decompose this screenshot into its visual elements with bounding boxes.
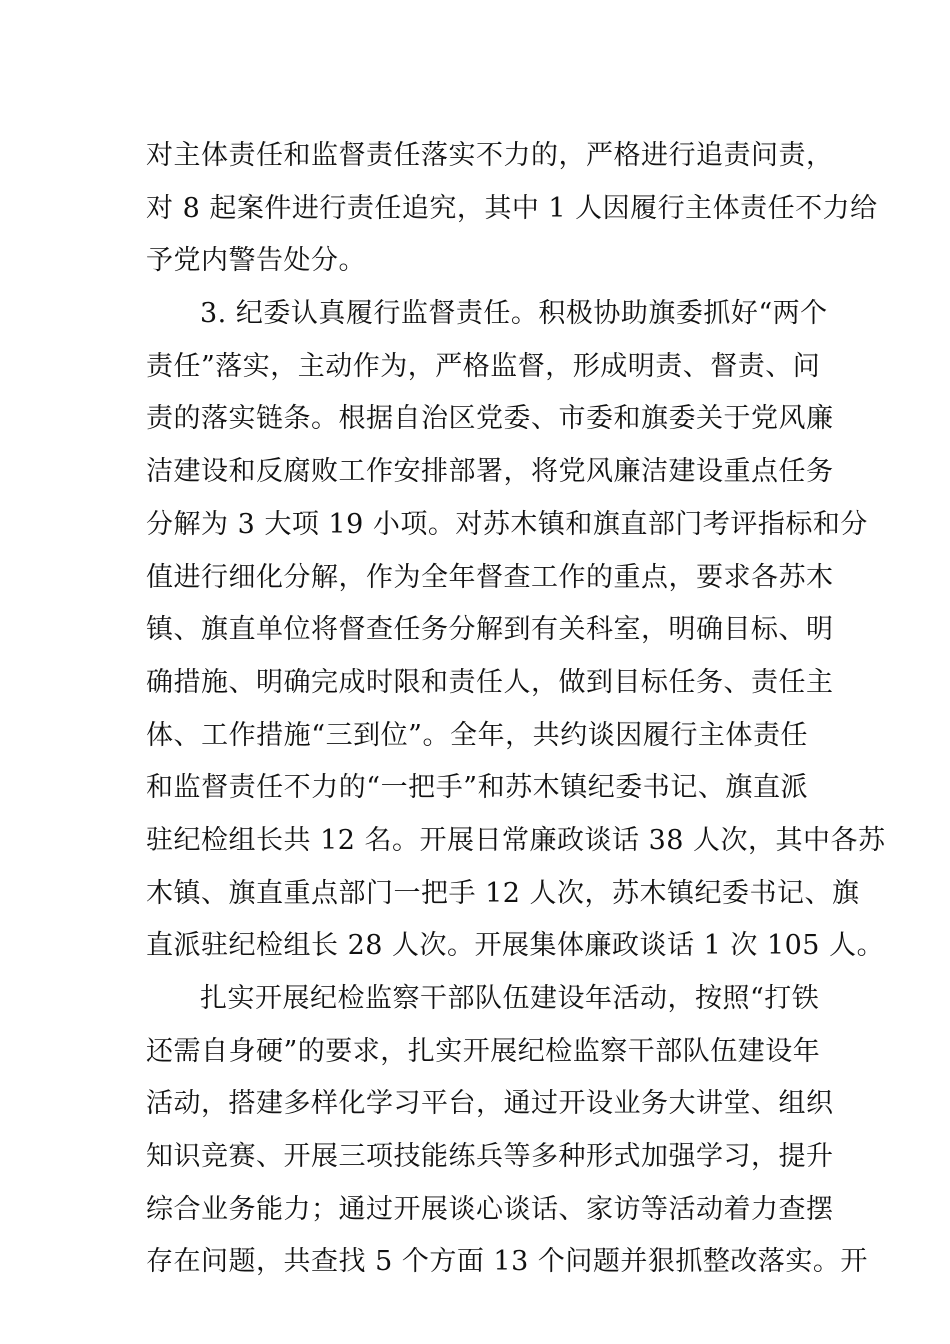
- text-line: 直派驻纪检组长 28 人次。开展集体廉政谈话 1 次 105 人。: [146, 930, 885, 962]
- text-line: 责任”落实，主动作为，严格监督，形成明责、督责、问: [146, 350, 821, 382]
- text-line: 知识竞赛、开展三项技能练兵等多种形式加强学习，提升: [146, 1141, 834, 1173]
- text-line: 镇、旗直单位将督查任务分解到有关科室，明确目标、明: [146, 614, 834, 646]
- text-line: 综合业务能力；通过开展谈心谈话、家访等活动着力查摆: [146, 1193, 834, 1225]
- text-line: 洁建设和反腐败工作安排部署，将党风廉洁建设重点任务: [146, 456, 834, 488]
- paragraph-start-line: 扎实开展纪检监察干部队伍建设年活动，按照“打铁: [200, 983, 820, 1014]
- text-line: 木镇、旗直重点部门一把手 12 人次，苏木镇纪委书记、旗: [146, 877, 860, 909]
- text-line: 确措施、明确完成时限和责任人，做到目标任务、责任主: [146, 666, 834, 698]
- document-body: [146, 130, 886, 1289]
- text-line: 予党内警告处分。: [146, 245, 366, 277]
- text-line: 值进行细化分解，作为全年督查工作的重点，要求各苏木: [146, 561, 834, 593]
- text-line: 和监督责任不力的“一把手”和苏木镇纪委书记、旗直派: [146, 772, 808, 804]
- text-line: 活动，搭建多样化学习平台，通过开设业务大讲堂、组织: [146, 1088, 834, 1120]
- text-line: 体、工作措施“三到位”。全年，共约谈因履行主体责任: [146, 719, 808, 751]
- paragraph-start-line: 3. 纪委认真履行监督责任。积极协助旗委抓好“两个: [200, 298, 828, 330]
- text-line: 还需自身硬”的要求，扎实开展纪检监察干部队伍建设年: [146, 1035, 821, 1067]
- text-line: 存在问题，共查找 5 个方面 13 个问题并狠抓整改落实。开: [146, 1246, 868, 1278]
- text-line: 分解为 3 大项 19 小项。对苏木镇和旗直部门考评指标和分: [146, 508, 868, 540]
- text-line: 对主体责任和监督责任落实不力的，严格进行追责问责，: [146, 140, 834, 171]
- text-line: 驻纪检组长共 12 名。开展日常廉政谈话 38 人次，其中各苏: [146, 824, 886, 856]
- text-line: 对 8 起案件进行责任追究，其中 1 人因履行主体责任不力给: [146, 192, 878, 224]
- text-line: 责的落实链条。根据自治区党委、市委和旗委关于党风廉: [146, 403, 834, 435]
